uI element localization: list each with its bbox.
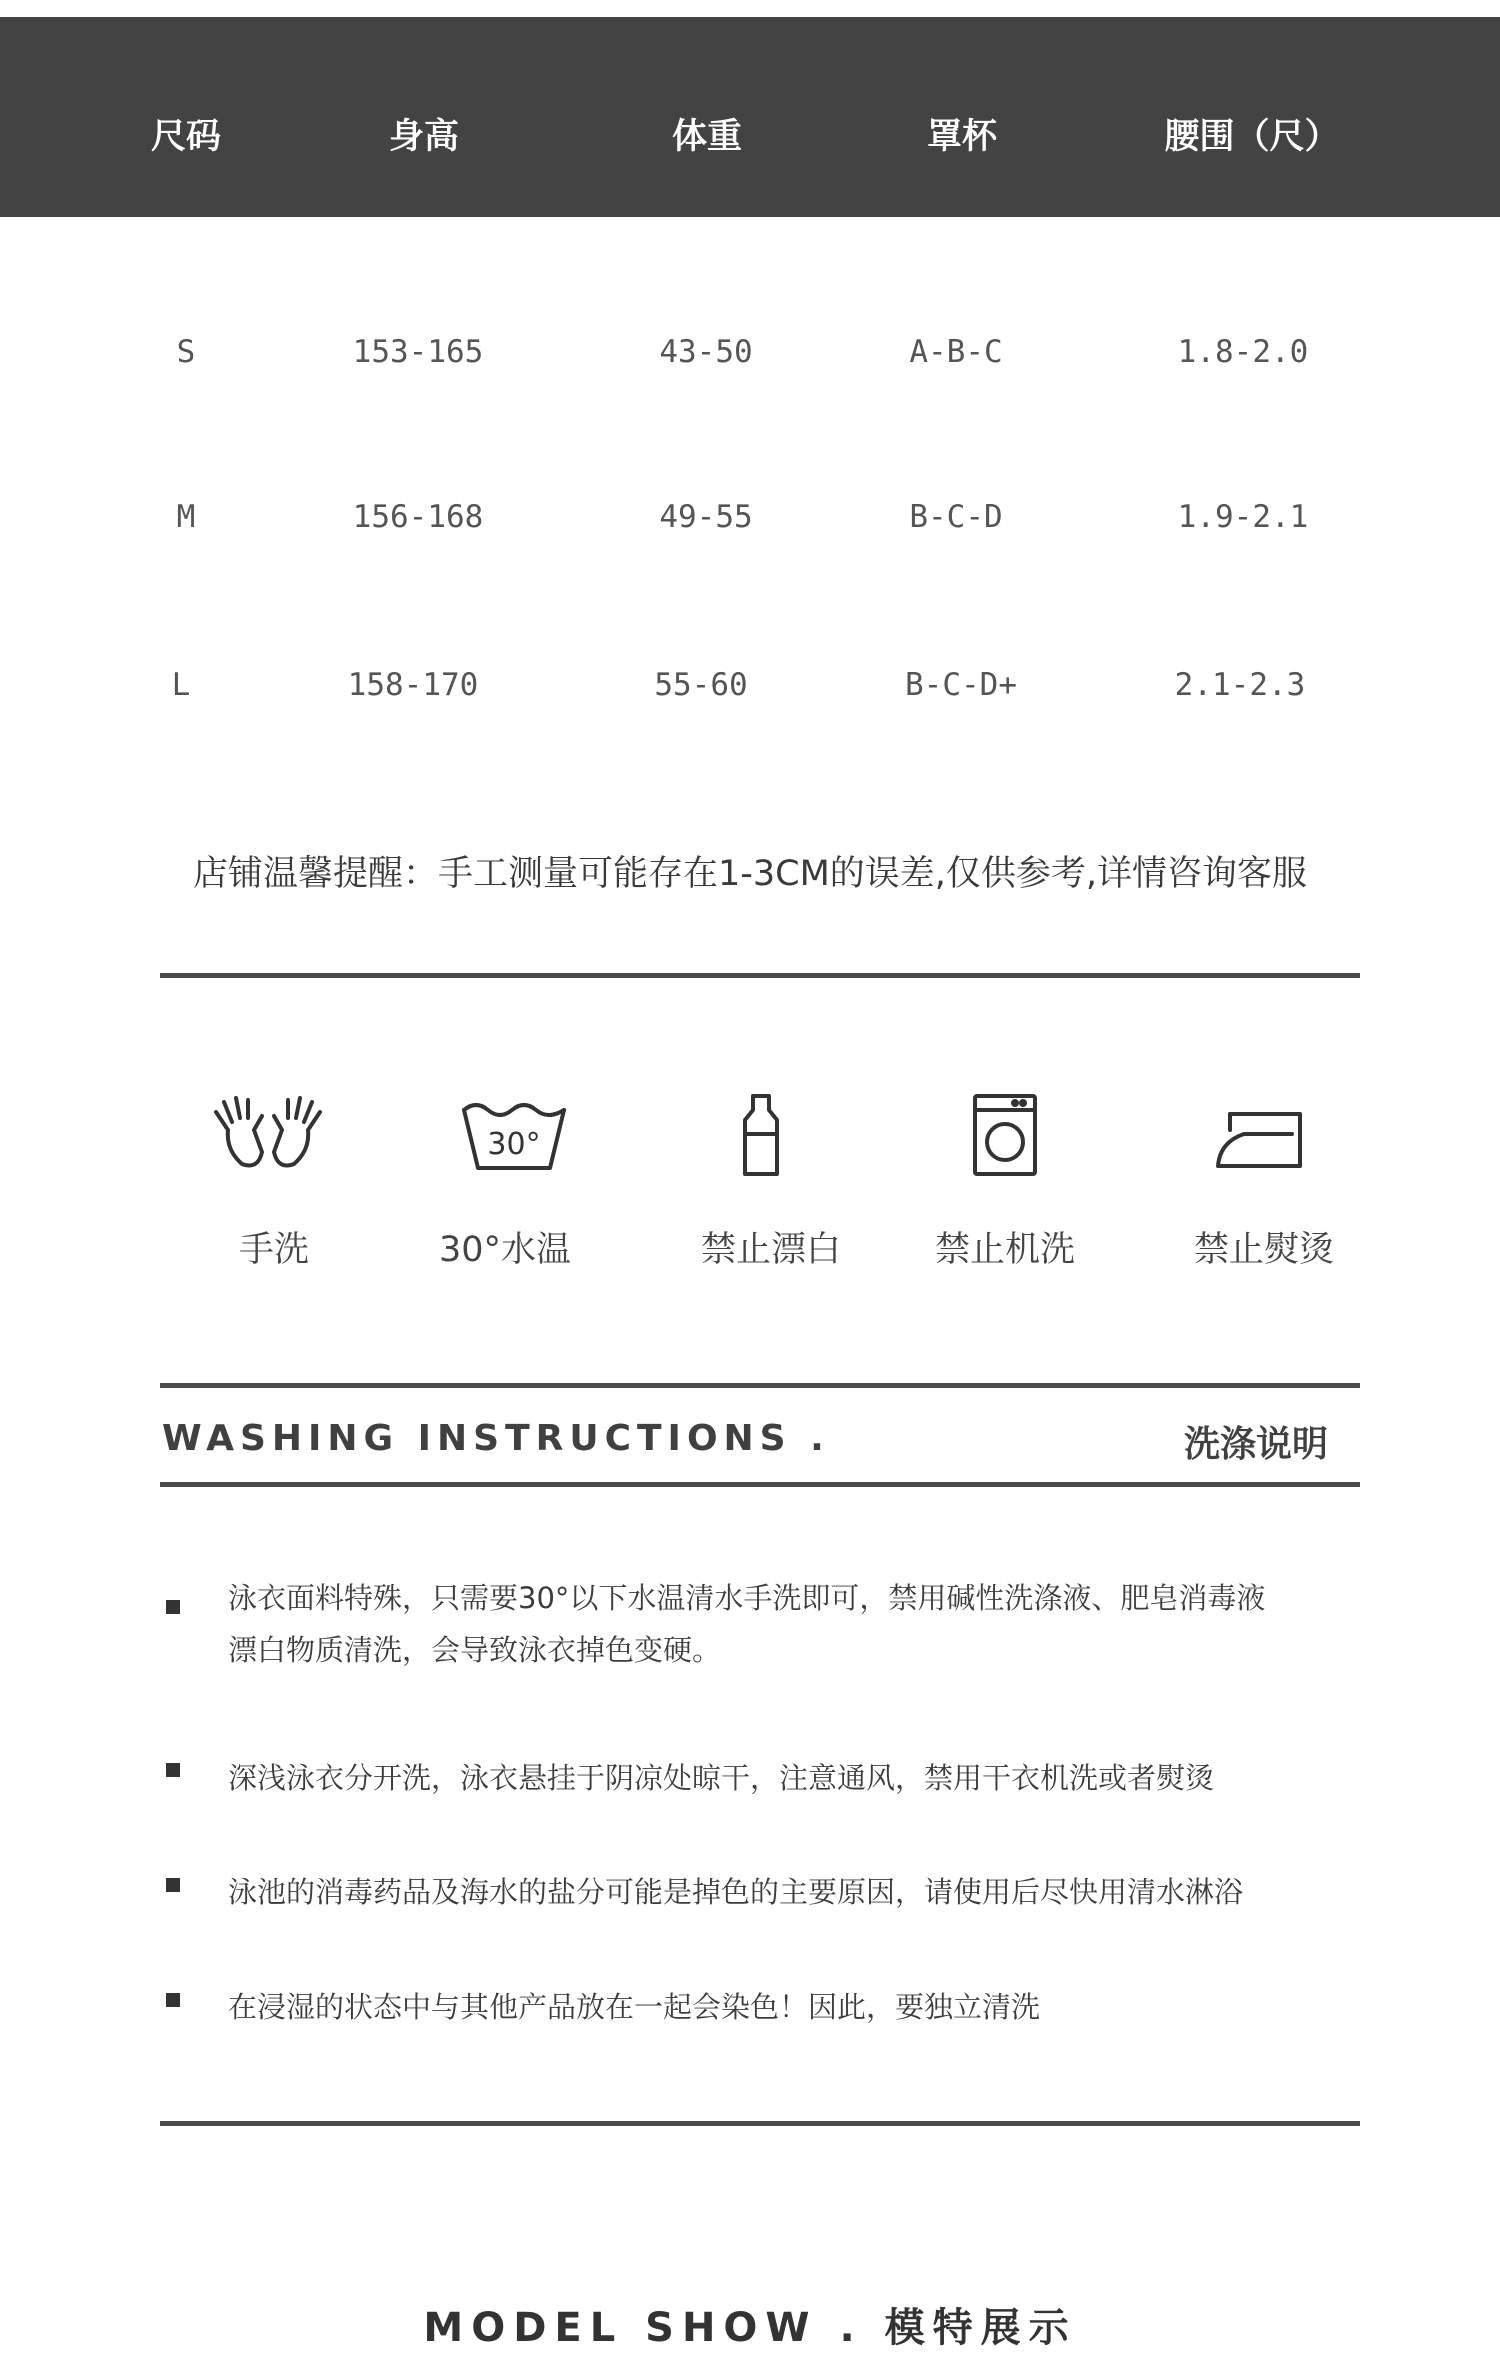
washing-title-en: WASHING INSTRUCTIONS . (162, 1418, 830, 1459)
divider (160, 973, 1360, 978)
cell-cup: B-C-D+ (905, 667, 1017, 703)
bullet (166, 1878, 180, 1892)
measurement-reminder: 店铺温馨提醒：手工测量可能存在1-3CM的误差,仅供参考,详情咨询客服 (192, 854, 1308, 894)
care-label: 禁止漂白 (700, 1230, 842, 1270)
header-waist: 腰围（尺） (1164, 117, 1340, 157)
divider (160, 2121, 1360, 2126)
cell-waist: 2.1-2.3 (1174, 667, 1306, 703)
cell-weight: 43-50 (659, 334, 753, 370)
svg-text:30°: 30° (487, 1127, 541, 1162)
size-table-header (0, 17, 1500, 217)
cell-size: M (176, 499, 196, 535)
bullet (166, 1763, 180, 1777)
cell-height: 158-170 (347, 667, 479, 703)
header-weight: 体重 (671, 117, 743, 157)
cell-waist: 1.9-2.1 (1177, 499, 1309, 535)
bullet (166, 1600, 180, 1614)
hand-wash-icon (208, 1090, 328, 1180)
divider (160, 1482, 1360, 1487)
water-temp-30-icon (454, 1090, 574, 1180)
list-item: 泳衣面料特殊，只需要30°以下水温清水手洗即可，禁用碱性洗涤液、肥皂消毒液漂白物质清洗，会导致泳衣掉色变硬。 (228, 1581, 1266, 1667)
care-label: 30°水温 (438, 1230, 572, 1270)
washing-machine-icon (945, 1090, 1065, 1180)
divider (160, 1383, 1360, 1388)
no-bleach-bottle-icon (701, 1090, 821, 1180)
cell-cup: A-B-C (909, 334, 1003, 370)
washing-title-cn: 洗涤说明 (1183, 1424, 1328, 1465)
bullet (166, 1993, 180, 2007)
list-item: 泳池的消毒药品及海水的盐分可能是掉色的主要原因，请使用后尽快用清水淋浴 (228, 1875, 1244, 1909)
list-item: 深浅泳衣分开洗，泳衣悬挂于阴凉处晾干，注意通风，禁用干衣机洗或者熨烫 (228, 1761, 1215, 1795)
list-item: 在浸湿的状态中与其他产品放在一起会染色！因此，要独立清洗 (228, 1990, 1041, 2024)
cell-weight: 55-60 (654, 667, 748, 703)
header-size: 尺码 (150, 117, 222, 157)
care-label: 禁止熨烫 (1193, 1230, 1335, 1270)
header-height: 身高 (388, 117, 460, 157)
model-show-title: MODEL SHOW . 模特展示 (423, 2305, 1077, 2351)
cell-height: 156-168 (352, 499, 484, 535)
cell-size: S (176, 334, 196, 370)
care-label: 禁止机洗 (934, 1230, 1076, 1270)
cell-size: L (171, 667, 191, 703)
cell-cup: B-C-D (909, 499, 1003, 535)
cell-weight: 49-55 (659, 499, 753, 535)
cell-height: 153-165 (352, 334, 484, 370)
cell-waist: 1.8-2.0 (1177, 334, 1309, 370)
iron-icon (1200, 1090, 1320, 1180)
header-cup: 罩杯 (926, 117, 998, 157)
care-label: 手洗 (238, 1230, 310, 1270)
